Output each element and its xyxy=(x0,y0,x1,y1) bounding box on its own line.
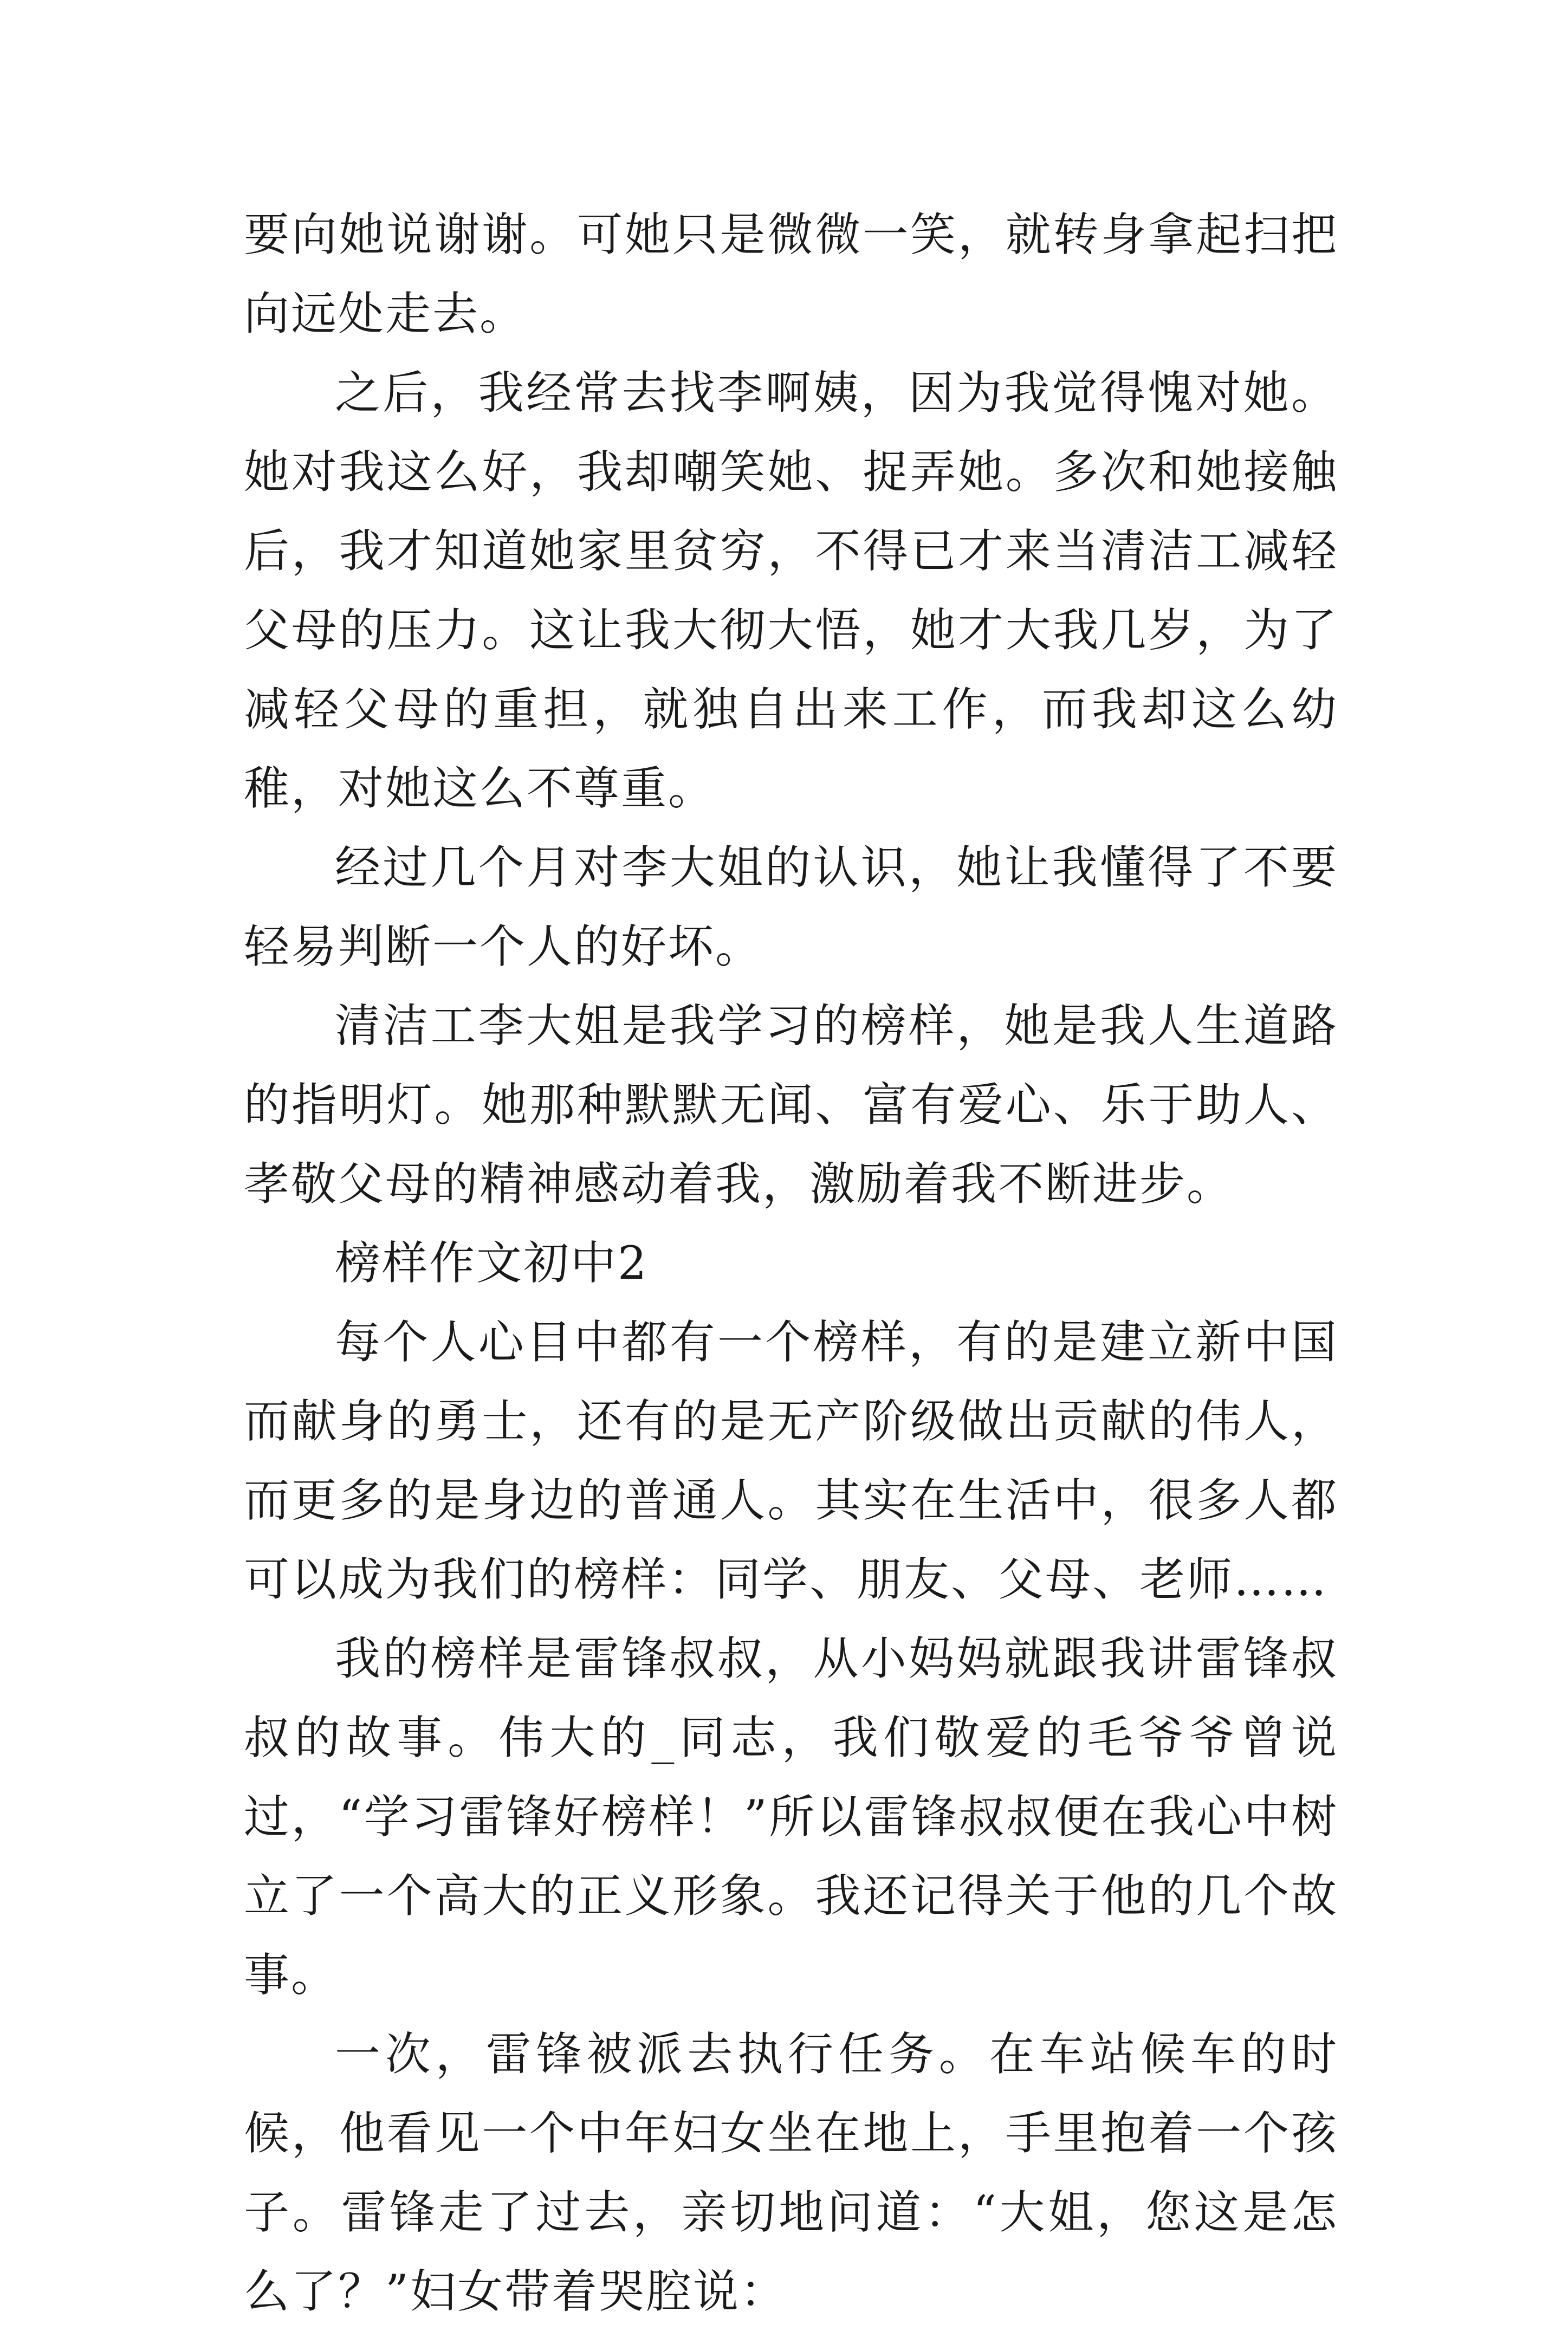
paragraph-1: 要向她说谢谢。可她只是微微一笑，就转身拿起扫把向远处走去。 xyxy=(244,208,1338,340)
paragraph-5: 每个人心目中都有一个榜样，有的是建立新中国而献身的勇士，还有的是无产阶级做出贡献的伟人，而更多的是身边的普通人。其实在生活中，很多人都可以成为我们的榜样：同学、朋友、父母、老师…… xyxy=(244,1316,1338,1606)
paragraph-4: 清洁工李大姐是我学习的榜样，她是我人生道路的指明灯。她那种默默无闻、富有爱心、乐于助人、孝敬父母的精神感动着我，激励着我不断进步。 xyxy=(244,999,1338,1210)
paragraph-6: 我的榜样是雷锋叔叔，从小妈妈就跟我讲雷锋叔叔的故事。伟大的_同志，我们敬爱的毛爷爷曾说过，“学习雷锋好榜样！”所以雷锋叔叔便在我心中树立了一个高大的正义形象。我还记得关于他的几个故事。 xyxy=(244,1632,1338,2002)
paragraph-3: 经过几个月对李大姐的认识，她让我懂得了不要轻易判断一个人的好坏。 xyxy=(244,841,1338,973)
paragraph-2: 之后，我经常去找李啊姨，因为我觉得愧对她。她对我这么好，我却嘲笑她、捉弄她。多次和她接触后，我才知道她家里贫穷，不得已才来当清洁工减轻父母的压力。这让我大彻大悟，她才大我几岁，为了减轻父母的重担，就独自出来工作，而我却这么幼稚，对她这么不尊重。 xyxy=(244,366,1338,815)
section-heading: 榜样作文初中2 xyxy=(335,1236,649,1290)
document-body xyxy=(244,195,1338,2331)
paragraph-7: 一次，雷锋被派去执行任务。在车站候车的时候，他看见一个中年妇女坐在地上，手里抱着一个孩子。雷锋走了过去，亲切地问道：“大姐，您这是怎么了？”妇女带着哭腔说： xyxy=(244,2028,1338,2318)
